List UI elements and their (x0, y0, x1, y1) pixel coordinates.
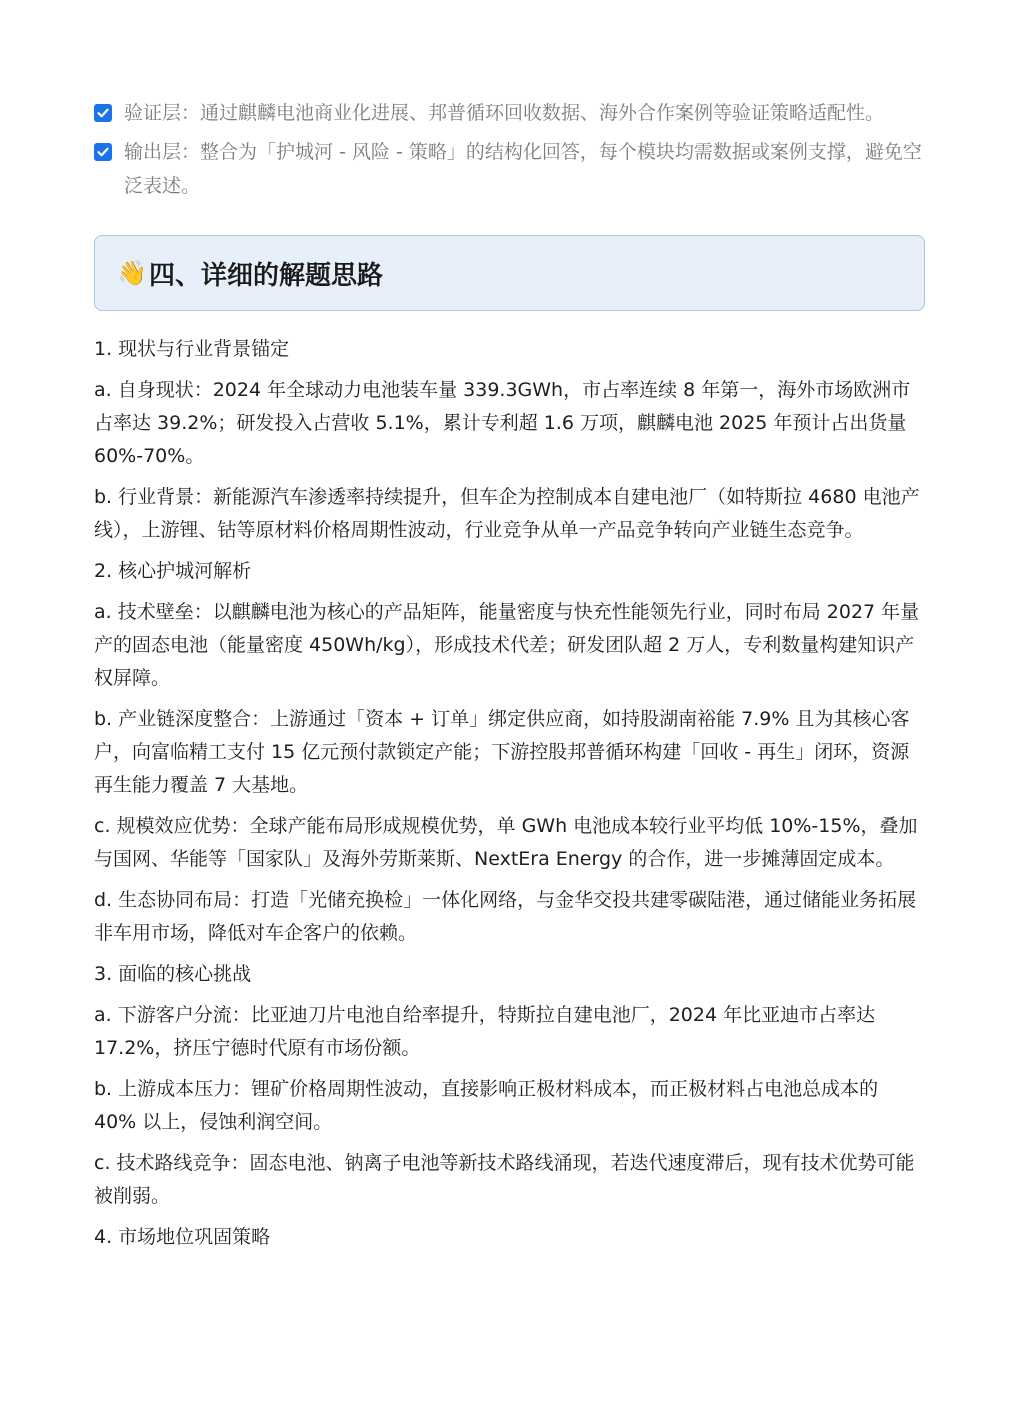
paragraph: c. 技术路线竞争：固态电池、钠离子电池等新技术路线涌现，若迭代速度滞后，现有技术优势可能被削弱。 (94, 1152, 915, 1207)
paragraph: a. 自身现状：2024 年全球动力电池装车量 339.3GWh，市占率连续 8 年第一，海外市场欧洲市占率达 39.2%；研发投入占营收 5.1%，累计专利超 1.6 万项，麒麟电池 2025 年预计占出货量 60%-70%。 (94, 379, 911, 467)
section-title: 四、详细的解题思路 (149, 260, 384, 291)
checkbox-checked-icon[interactable] (94, 143, 112, 161)
paragraph: a. 技术壁垒：以麒麟电池为核心的产品矩阵，能量密度与快充性能领先行业，同时布局 2027 年量产的固态电池（能量密度 450Wh/kg），形成技术代差；研发团队超 2 万人，专利数量构建知识产权屏障。 (94, 601, 920, 689)
numbered-heading: 4. 市场地位巩固策略 (94, 1226, 271, 1248)
numbered-heading: 3. 面临的核心挑战 (94, 963, 252, 985)
paragraph: b. 产业链深度整合：上游通过「资本 + 订单」绑定供应商，如持股湖南裕能 7.9% 且为其核心客户，向富临精工支付 15 亿元预付款锁定产能；下游控股邦普循环构建「回收 - 再生」闭环，资源再生能力覆盖 7 大基地。 (94, 708, 910, 796)
paragraph: b. 行业背景：新能源汽车渗透率持续提升，但车企为控制成本自建电池厂（如特斯拉 4680 电池产线），上游锂、钴等原材料价格周期性波动，行业竞争从单一产品竞争转向产业链生态竞争。 (94, 486, 920, 541)
paragraph: d. 生态协同布局：打造「光储充换检」一体化网络，与金华交投共建零碳陆港，通过储能业务拓展非车用市场，降低对车企客户的依赖。 (94, 889, 917, 944)
section-header-box (94, 235, 925, 311)
checklist-item-output (94, 135, 924, 203)
waving-hand-icon: 👋 (117, 259, 147, 287)
checklist-item-text: 输出层：整合为「护城河 - 风险 - 策略」的结构化回答，每个模块均需数据或案例支撑，避免空泛表述。 (124, 141, 922, 197)
checklist-item-text: 验证层：通过麒麟电池商业化进展、邦普循环回收数据、海外合作案例等验证策略适配性。 (124, 102, 885, 124)
section-content (94, 333, 924, 1254)
paragraph: b. 上游成本压力：锂矿价格周期性波动，直接影响正极材料成本，而正极材料占电池总成本的 40% 以上，侵蚀利润空间。 (94, 1078, 879, 1133)
numbered-heading: 1. 现状与行业背景锚定 (94, 338, 290, 360)
paragraph: a. 下游客户分流：比亚迪刀片电池自给率提升，特斯拉自建电池厂，2024 年比亚迪市占率达 17.2%，挤压宁德时代原有市场份额。 (94, 1004, 876, 1059)
numbered-heading: 2. 核心护城河解析 (94, 560, 252, 582)
paragraph: c. 规模效应优势：全球产能布局形成规模优势，单 GWh 电池成本较行业平均低 10%-15%，叠加与国网、华能等「国家队」及海外劳斯莱斯、NextEra Energy 的合作，进一步摊薄固定成本。 (94, 815, 918, 870)
checkbox-checked-icon[interactable] (94, 104, 112, 122)
checklist-item-verification (94, 96, 924, 130)
